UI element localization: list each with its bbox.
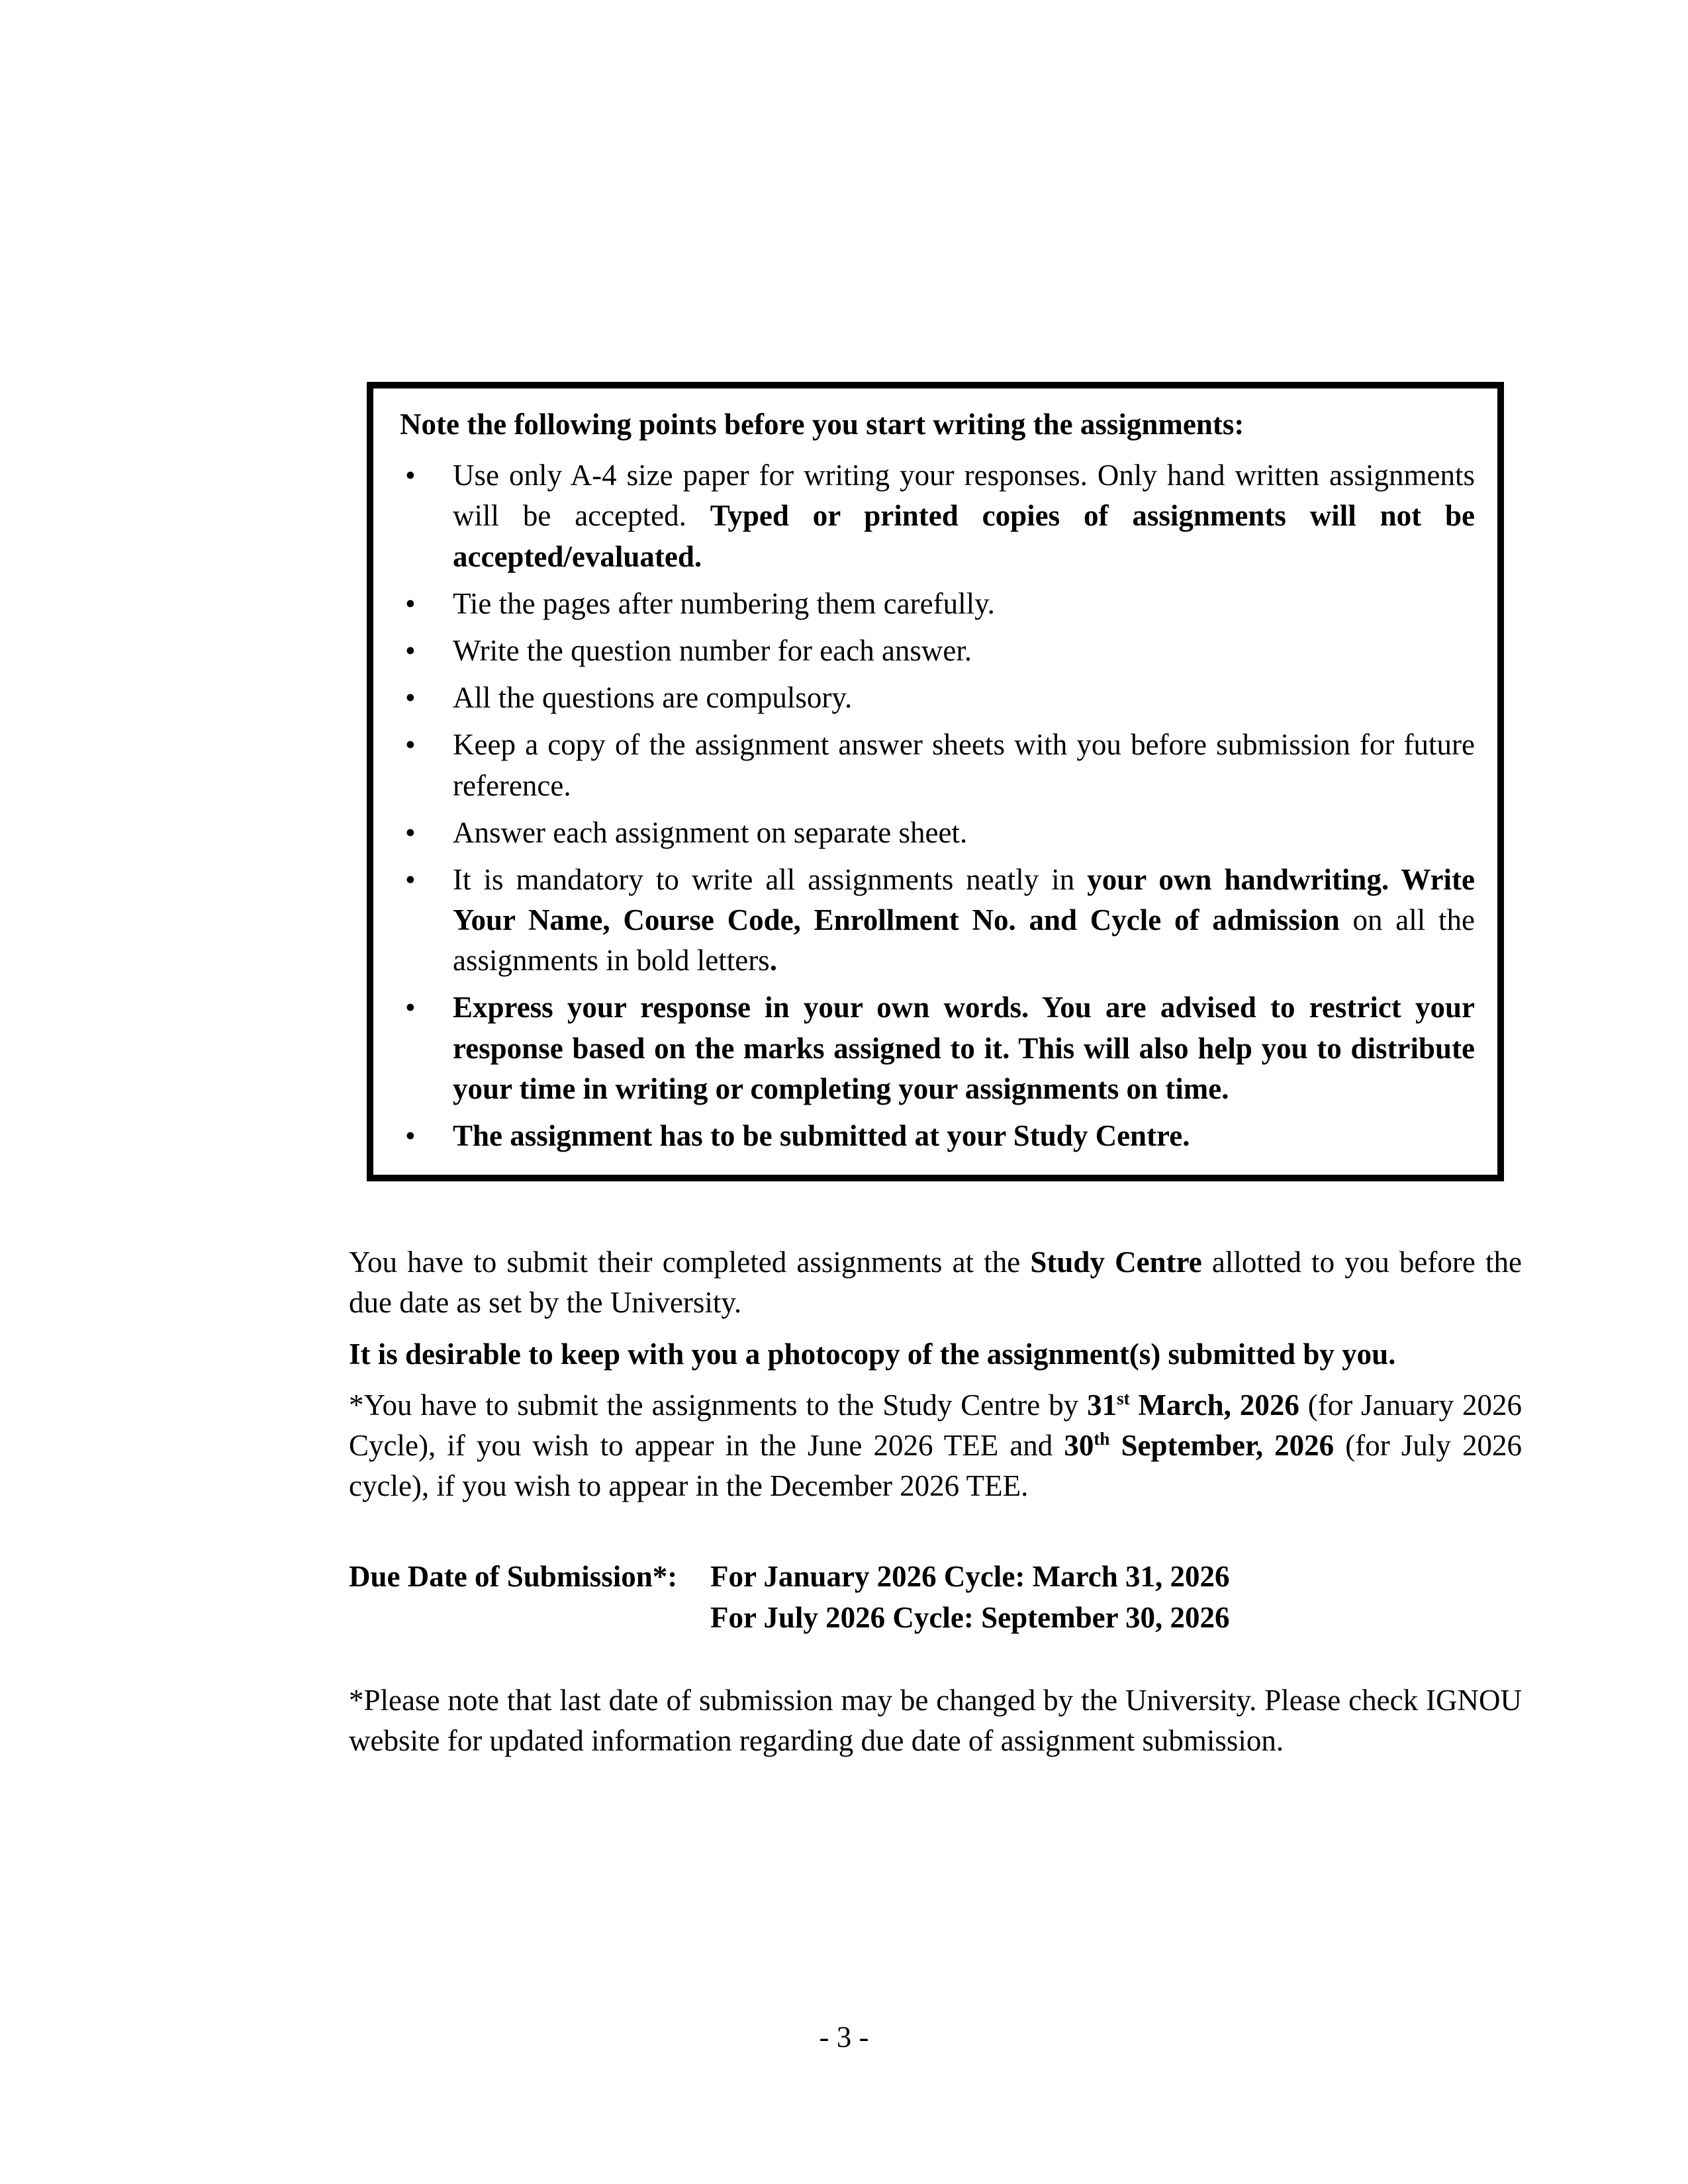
due-date-lines <box>710 1557 1230 1637</box>
bullet-text: Answer each assignment on separate sheet. <box>453 815 968 849</box>
bullet-icon: • <box>405 1119 416 1152</box>
bullet-icon: • <box>405 728 416 762</box>
due-date-label: Due Date of Submission*: <box>349 1560 678 1594</box>
due-date-line-july: For July 2026 Cycle: September 30, 2026 <box>710 1600 1230 1634</box>
page-number: - 3 - <box>819 2021 869 2054</box>
paragraph-submission: You have to submit their completed assignments at the Study Centre allotted to you before the due date as set by the University. <box>349 1246 1522 1320</box>
paragraph-deadlines: *You have to submit the assignments to the Study Centre by 31st March, 2026 (for January 2026 Cycle), if you wish to appear in the June 2026 TEE and 30th September, 2026 (for July 2026 cycle), if you wish to appear in the December 2026 TEE. <box>349 1388 1523 1503</box>
bullet-item <box>400 631 1475 671</box>
bullet-item <box>400 455 1475 577</box>
bullet-list <box>400 455 1475 1156</box>
bullet-item <box>400 678 1475 718</box>
bullet-text: Use only A-4 size paper for writing your responses. Only hand written assignments will be accepted. Typed or printed copies of assignments will not be accepted/evaluated. <box>453 459 1475 573</box>
bullet-item <box>400 860 1475 981</box>
bullet-item <box>400 987 1475 1109</box>
bullet-text: All the questions are compulsory. <box>453 681 853 715</box>
bullet-item <box>400 725 1475 805</box>
bullet-icon: • <box>405 681 416 715</box>
bullet-item <box>400 813 1475 853</box>
note-box-title: Note the following points before you start writing the assignments: <box>400 408 1244 441</box>
bullet-text: It is mandatory to write all assignments neatly in your own handwriting. Write Your Name, Course Code, Enrollment No. and Cycle of admission on all the assignments in bold letters. <box>453 862 1475 978</box>
bullet-icon: • <box>405 862 416 896</box>
bullet-item <box>400 584 1475 624</box>
body-content <box>349 1242 1522 1761</box>
due-date-line-january: For January 2026 Cycle: March 31, 2026 <box>710 1560 1230 1594</box>
bullet-icon: • <box>405 586 416 620</box>
bullet-icon: • <box>405 815 416 849</box>
bullet-text: Express your response in your own words. You are advised to restrict your response based on the marks assigned to it. This will also help you to distribute your time in writing or completing your assignments on time. <box>453 991 1475 1105</box>
bullet-icon: • <box>405 633 416 667</box>
bullet-text: Write the question number for each answer. <box>453 633 972 667</box>
paragraph-disclaimer: *Please note that last date of submission may be changed by the University. Please check IGNOU website for updated information regarding due date of assignment submission. <box>349 1683 1522 1757</box>
bullet-item <box>400 1116 1475 1156</box>
bullet-text: The assignment has to be submitted at your Study Centre. <box>453 1119 1190 1152</box>
due-date-block <box>349 1557 1522 1637</box>
bullet-text: Keep a copy of the assignment answer sheets with you before submission for future reference. <box>453 728 1475 802</box>
paragraph-photocopy: It is desirable to keep with you a photocopy of the assignment(s) submitted by you. <box>349 1337 1396 1371</box>
bullet-icon: • <box>405 991 416 1024</box>
note-box <box>367 382 1504 1181</box>
bullet-text: Tie the pages after numbering them carefully. <box>453 586 995 620</box>
bullet-icon: • <box>405 459 416 492</box>
